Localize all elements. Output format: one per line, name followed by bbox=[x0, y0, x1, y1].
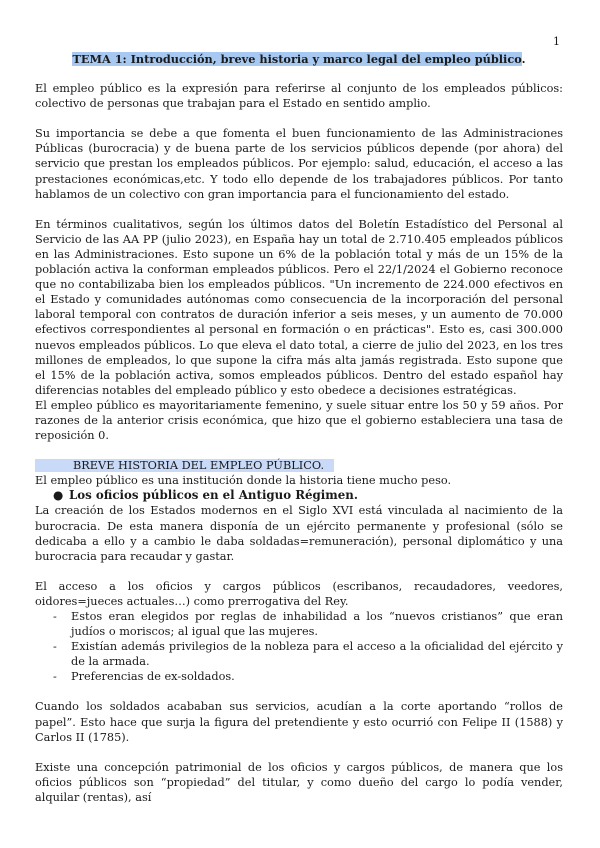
paragraph-statistics: En términos cualitativos, según los últimos datos del Boletín Estadístico del Personal al Servicio de las AA PP (julio 2023), en España hay un total de 2.710.405 empleados públicos en las Administraciones. Esto supone un 6% de la población total y más de un 15% de la población activa la conforman empleados públicos. Pero el 22/1/2024 el Gobierno reconoce que no contabilizaba bien los empleados públicos. "Un incremento de 224.000 efectivos en el Estado y comunidades autónomas como consecuencia de la incorporación del personal laboral temporal con contratos de duración inferior a seis meses, y un aumento de 70.000 efectivos correspondientes al personal en formación o en prácticas". Esto es, casi 300.000 nuevos empleados públicos. Lo que eleva el dato total, a cierre de julio del 2023, en los tres millones de empleados, lo que supone la cifra más alta jamás registrada. Esto supone que el 15% de la población activa, somos empleados públicos. Dentro del estado español hay diferencias notables del empleado público y esto obedece a decisiones estratégicas. bbox=[35, 217, 563, 397]
paragraph-soldiers: Cuando los soldados acababan sus servicios, acudían a la corte aportando “rollos de papel”. Esto hace que surja la figura del pretendiente y esto ocurrió con Felipe II (1588) y Carlos II (1785). bbox=[35, 700, 563, 744]
page-number: 1 bbox=[553, 35, 560, 48]
document-title: TEMA 1: Introducción, breve historia y marco legal del empleo público. bbox=[72, 52, 526, 66]
paragraph-access: El acceso a los oficios y cargos públicos (escribanos, recaudadores, veedores, oidores=jueces actuales…) como prerrogativa del Rey. bbox=[35, 579, 563, 608]
section-heading bbox=[35, 458, 563, 473]
paragraph-history-weight: El empleo público es una institución donde la historia tiene mucho peso. bbox=[35, 474, 452, 488]
dash-list bbox=[35, 609, 563, 684]
list-item: - Preferencias de ex-soldados. bbox=[35, 669, 563, 684]
bullet-heading-text: Los oficios públicos en el Antiguo Régimen. bbox=[69, 488, 358, 503]
list-item: - Existían además privilegios de la nobleza para el acceso a la oficialidad del ejército y de la armada. bbox=[35, 639, 563, 669]
paragraph-intro: El empleo público es la expresión para referirse al conjunto de los empleados públicos: colectivo de personas que trabajan para el Estado en sentido amplio. bbox=[35, 82, 563, 111]
paragraph-patrimonial: Existe una concepción patrimonial de los oficios y cargos públicos, de manera que los oficios públicos son “propiedad” del titular, y como dueño del cargo lo podía vender, alquilar (rentas), así bbox=[35, 760, 563, 804]
paragraph-importance: Su importancia se debe a que fomenta el buen funcionamiento de las Administraciones Públicas (burocracia) y de buena parte de los servicios públicos depende (por ahora) del servicio que prestan los empleados públicos. Por ejemplo: salud, educación, el acceso a las prestaciones económicas,etc. Y todo ello depende de los trabajadores públicos. Por tanto hablamos de un colectivo con gran importancia para el funcionamiento del estado. bbox=[35, 127, 563, 201]
section-heading-text: BREVE HISTORIA DEL EMPLEO PÚBLICO. bbox=[35, 459, 334, 472]
paragraph-modern-states: La creación de los Estados modernos en el Siglo XVI está vinculada al nacimiento de la burocracia. De esta manera disponía de un ejército permanente y profesional (sólo se dedicaba a ello y a cambio le daba soldadas=remuneración), personal diplomático y una burocracia para recaudar y gastar. bbox=[35, 504, 563, 563]
bullet-dot-icon: ● bbox=[53, 488, 64, 503]
title-text: TEMA 1: Introducción, breve historia y marco legal del empleo público bbox=[72, 52, 522, 66]
bullet-heading bbox=[35, 488, 563, 503]
document-body bbox=[35, 52, 563, 805]
list-item: - Estos eran elegidos por reglas de inhabilidad a los “nuevos cristianos” que eran judíos o moriscos; al igual que las mujeres. bbox=[35, 609, 563, 639]
paragraph-demographics: El empleo público es mayoritariamente femenino, y suele situar entre los 50 y 59 años. Por razones de la anterior crisis económica, que hizo que el gobierno estableciera una tasa de reposición 0. bbox=[35, 398, 563, 443]
